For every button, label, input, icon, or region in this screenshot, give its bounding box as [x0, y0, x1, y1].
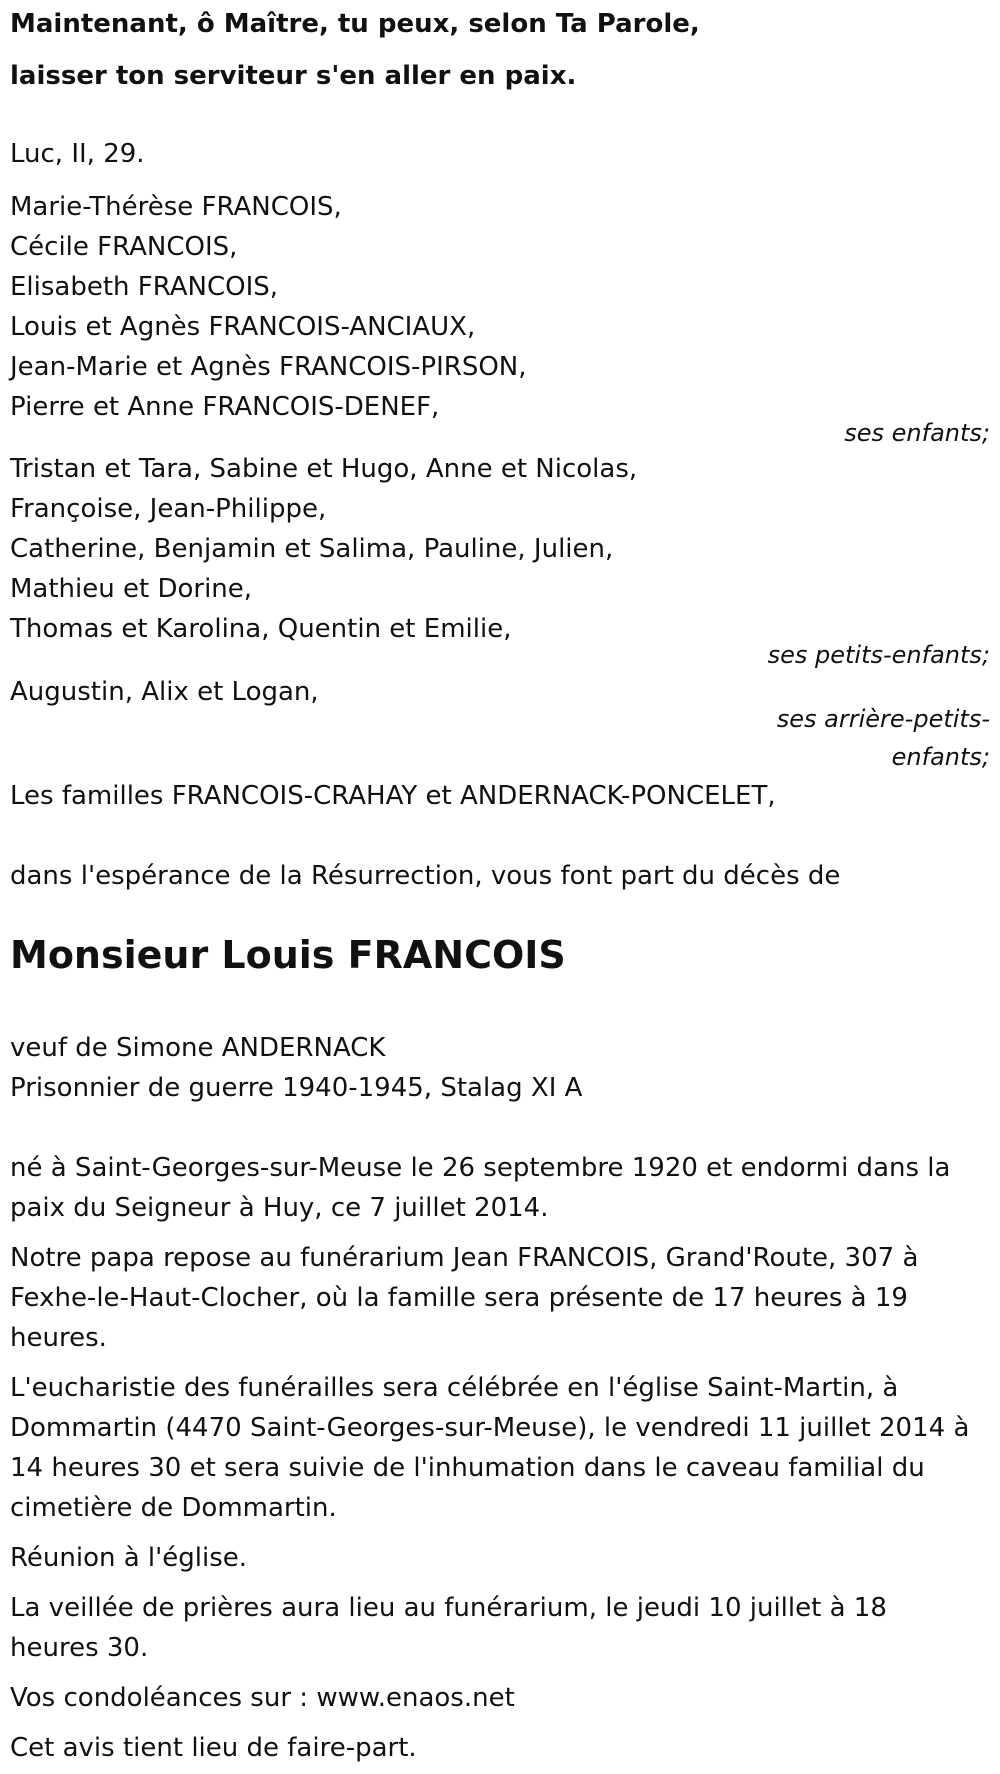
birth-death-line: paix du Seigneur à Huy, ce 7 juillet 2014.: [10, 1193, 549, 1223]
verse-line-2: laisser ton serviteur s'en aller en paix.: [10, 61, 577, 91]
grandchild-line: Catherine, Benjamin et Salima, Pauline, Julien,: [10, 534, 614, 564]
widow-of-line: veuf de Simone ANDERNACK: [10, 1033, 386, 1063]
announcement-line: dans l'espérance de la Résurrection, vous font part du décès de: [10, 861, 841, 891]
eucharist-line: Dommartin (4470 Saint-Georges-sur-Meuse), le vendredi 11 juillet 2014 à: [10, 1413, 970, 1443]
eucharist-line: cimetière de Dommartin.: [10, 1493, 337, 1523]
funerarium-line: Notre papa repose au funérarium Jean FRANCOIS, Grand'Route, 307 à: [10, 1243, 919, 1273]
grandchildren-role: ses petits-enfants;: [767, 641, 990, 669]
verse-line-1: Maintenant, ô Maître, tu peux, selon Ta Parole,: [10, 9, 700, 39]
grandchild-line: Thomas et Karolina, Quentin et Emilie,: [10, 614, 512, 644]
great-grandchildren-role-2: enfants;: [891, 743, 990, 771]
prisoner-line: Prisonnier de guerre 1940-1945, Stalag XI A: [10, 1073, 583, 1103]
child-name: Pierre et Anne FRANCOIS-DENEF,: [10, 392, 440, 422]
grandchild-line: Tristan et Tara, Sabine et Hugo, Anne et Nicolas,: [10, 454, 638, 484]
notice-line: Cet avis tient lieu de faire-part.: [10, 1733, 417, 1763]
verse-reference: Luc, II, 29.: [10, 139, 145, 169]
child-name: Louis et Agnès FRANCOIS-ANCIAUX,: [10, 312, 476, 342]
eucharist-line: L'eucharistie des funérailles sera célébrée en l'église Saint-Martin, à: [10, 1373, 899, 1403]
meeting-line: Réunion à l'église.: [10, 1543, 248, 1573]
grandchild-line: Mathieu et Dorine,: [10, 574, 253, 604]
funerarium-line: heures.: [10, 1323, 107, 1353]
grandchild-line: Françoise, Jean-Philippe,: [10, 494, 327, 524]
child-name: Elisabeth FRANCOIS,: [10, 272, 279, 302]
vigil-line: La veillée de prières aura lieu au funérarium, le jeudi 10 juillet à 18: [10, 1593, 887, 1623]
great-grandchildren-names: Augustin, Alix et Logan,: [10, 677, 319, 707]
funerarium-line: Fexhe-le-Haut-Clocher, où la famille sera présente de 17 heures à 19: [10, 1283, 908, 1313]
children-role: ses enfants;: [844, 419, 990, 447]
condolences-line: Vos condoléances sur : www.enaos.net: [10, 1683, 515, 1713]
child-name: Marie-Thérèse FRANCOIS,: [10, 192, 342, 222]
families-line: Les familles FRANCOIS-CRAHAY et ANDERNACK-PONCELET,: [10, 781, 776, 811]
eucharist-line: 14 heures 30 et sera suivie de l'inhumation dans le caveau familial du: [10, 1453, 925, 1483]
great-grandchildren-role-1: ses arrière-petits-: [776, 705, 990, 733]
deceased-name: Monsieur Louis FRANCOIS: [10, 933, 566, 977]
child-name: Cécile FRANCOIS,: [10, 232, 238, 262]
vigil-line: heures 30.: [10, 1633, 149, 1663]
birth-death-line: né à Saint-Georges-sur-Meuse le 26 septembre 1920 et endormi dans la: [10, 1153, 951, 1183]
child-name: Jean-Marie et Agnès FRANCOIS-PIRSON,: [10, 352, 527, 382]
